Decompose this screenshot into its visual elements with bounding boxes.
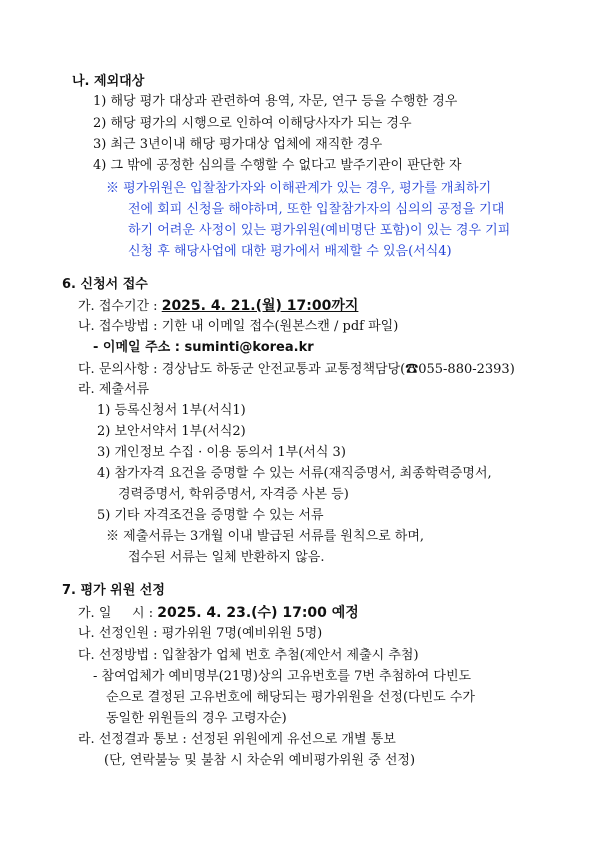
section7-title: 7. 평가 위원 선정 <box>62 583 165 598</box>
method-detail-line: - 참여업체가 예비명부(21명)상의 고유번호를 7번 추첨하여 다빈도 <box>93 669 472 684</box>
note-line: 신청 후 해당사업에 대한 평가에서 배제할 수 있음(서식4) <box>128 244 452 259</box>
period-value: 2025. 4. 21.(월) 17:00까지 <box>161 298 359 314</box>
date-label: 가. 일 시 : <box>78 606 158 621</box>
list-item: 5) 기타 자격조건을 증명할 수 있는 서류 <box>97 508 324 523</box>
result-detail-line: (단, 연락불능 및 불참 시 차순위 예비평가위원 중 선정) <box>104 753 416 768</box>
note-line: ※ 평가위원은 입찰참가자와 이해관계가 있는 경우, 평가를 개최하기 <box>106 181 492 196</box>
list-item: 1) 해당 평가 대상과 관련하여 용역, 자문, 연구 등을 수행한 경우 <box>93 94 458 109</box>
note-line: 하기 어려운 사정이 있는 평가위원(예비명단 포함)이 있는 경우 기피 <box>128 223 511 238</box>
list-item: 3) 최근 3년이내 해당 평가대상 업체에 재직한 경우 <box>93 137 383 152</box>
note-line: 전에 회피 신청을 해야하며, 또한 입찰참가자의 심의의 공정을 기대 <box>128 202 505 217</box>
period-row <box>78 297 358 316</box>
date-value: 2025. 4. 23.(수) 17:00 예정 <box>157 605 359 621</box>
list-item: 4) 참가자격 요건을 증명할 수 있는 서류(재직증명서, 최종학력증명서, <box>97 466 492 481</box>
method-line: 나. 접수방법 : 기한 내 이메일 접수(원본스캔 / pdf 파일) <box>78 319 399 334</box>
method-line: 다. 선정방법 : 입찰참가 업체 번호 추첨(제안서 제출시 추첨) <box>78 648 419 663</box>
method-detail-line: 순으로 결정된 고유번호에 해당되는 평가위원을 선정(다빈도 수가 <box>106 690 475 705</box>
list-item: 4) 그 밖에 공정한 심의를 수행할 수 없다고 발주기관이 판단한 자 <box>93 158 462 173</box>
list-item: 2) 해당 평가의 시행으로 인하여 이해당사자가 되는 경우 <box>93 116 412 131</box>
period-label: 가. 접수기간 : <box>78 299 162 314</box>
result-line: 라. 선정결과 통보 : 선정된 위원에게 유선으로 개별 통보 <box>78 732 396 747</box>
list-item: 경력증명서, 학위증명서, 자격증 사본 등) <box>118 487 349 502</box>
section-na-title: 나. 제외대상 <box>72 74 145 89</box>
date-row <box>78 604 359 623</box>
list-item: 3) 개인정보 수집 · 이용 동의서 1부(서식 3) <box>97 445 346 460</box>
inquiry-line: 다. 문의사항 : 경상남도 하동군 안전교통과 교통정책담당(☎055-880-2393) <box>78 362 515 377</box>
docs-title: 라. 제출서류 <box>78 382 150 397</box>
list-item: 2) 보안서약서 1부(서식2) <box>97 424 246 439</box>
note-line: 접수된 서류는 일체 반환하지 않음. <box>128 550 325 565</box>
count-line: 나. 선정인원 : 평가위원 7명(예비위원 5명) <box>78 626 323 641</box>
section6-title: 6. 신청서 접수 <box>62 277 148 292</box>
note-line: ※ 제출서류는 3개월 이내 발급된 서류를 원칙으로 하며, <box>106 529 425 544</box>
email-line: - 이메일 주소 : suminti@korea.kr <box>93 340 314 355</box>
method-detail-line: 동일한 위원들의 경우 고령자순) <box>106 711 287 726</box>
list-item: 1) 등록신청서 1부(서식1) <box>97 403 246 418</box>
